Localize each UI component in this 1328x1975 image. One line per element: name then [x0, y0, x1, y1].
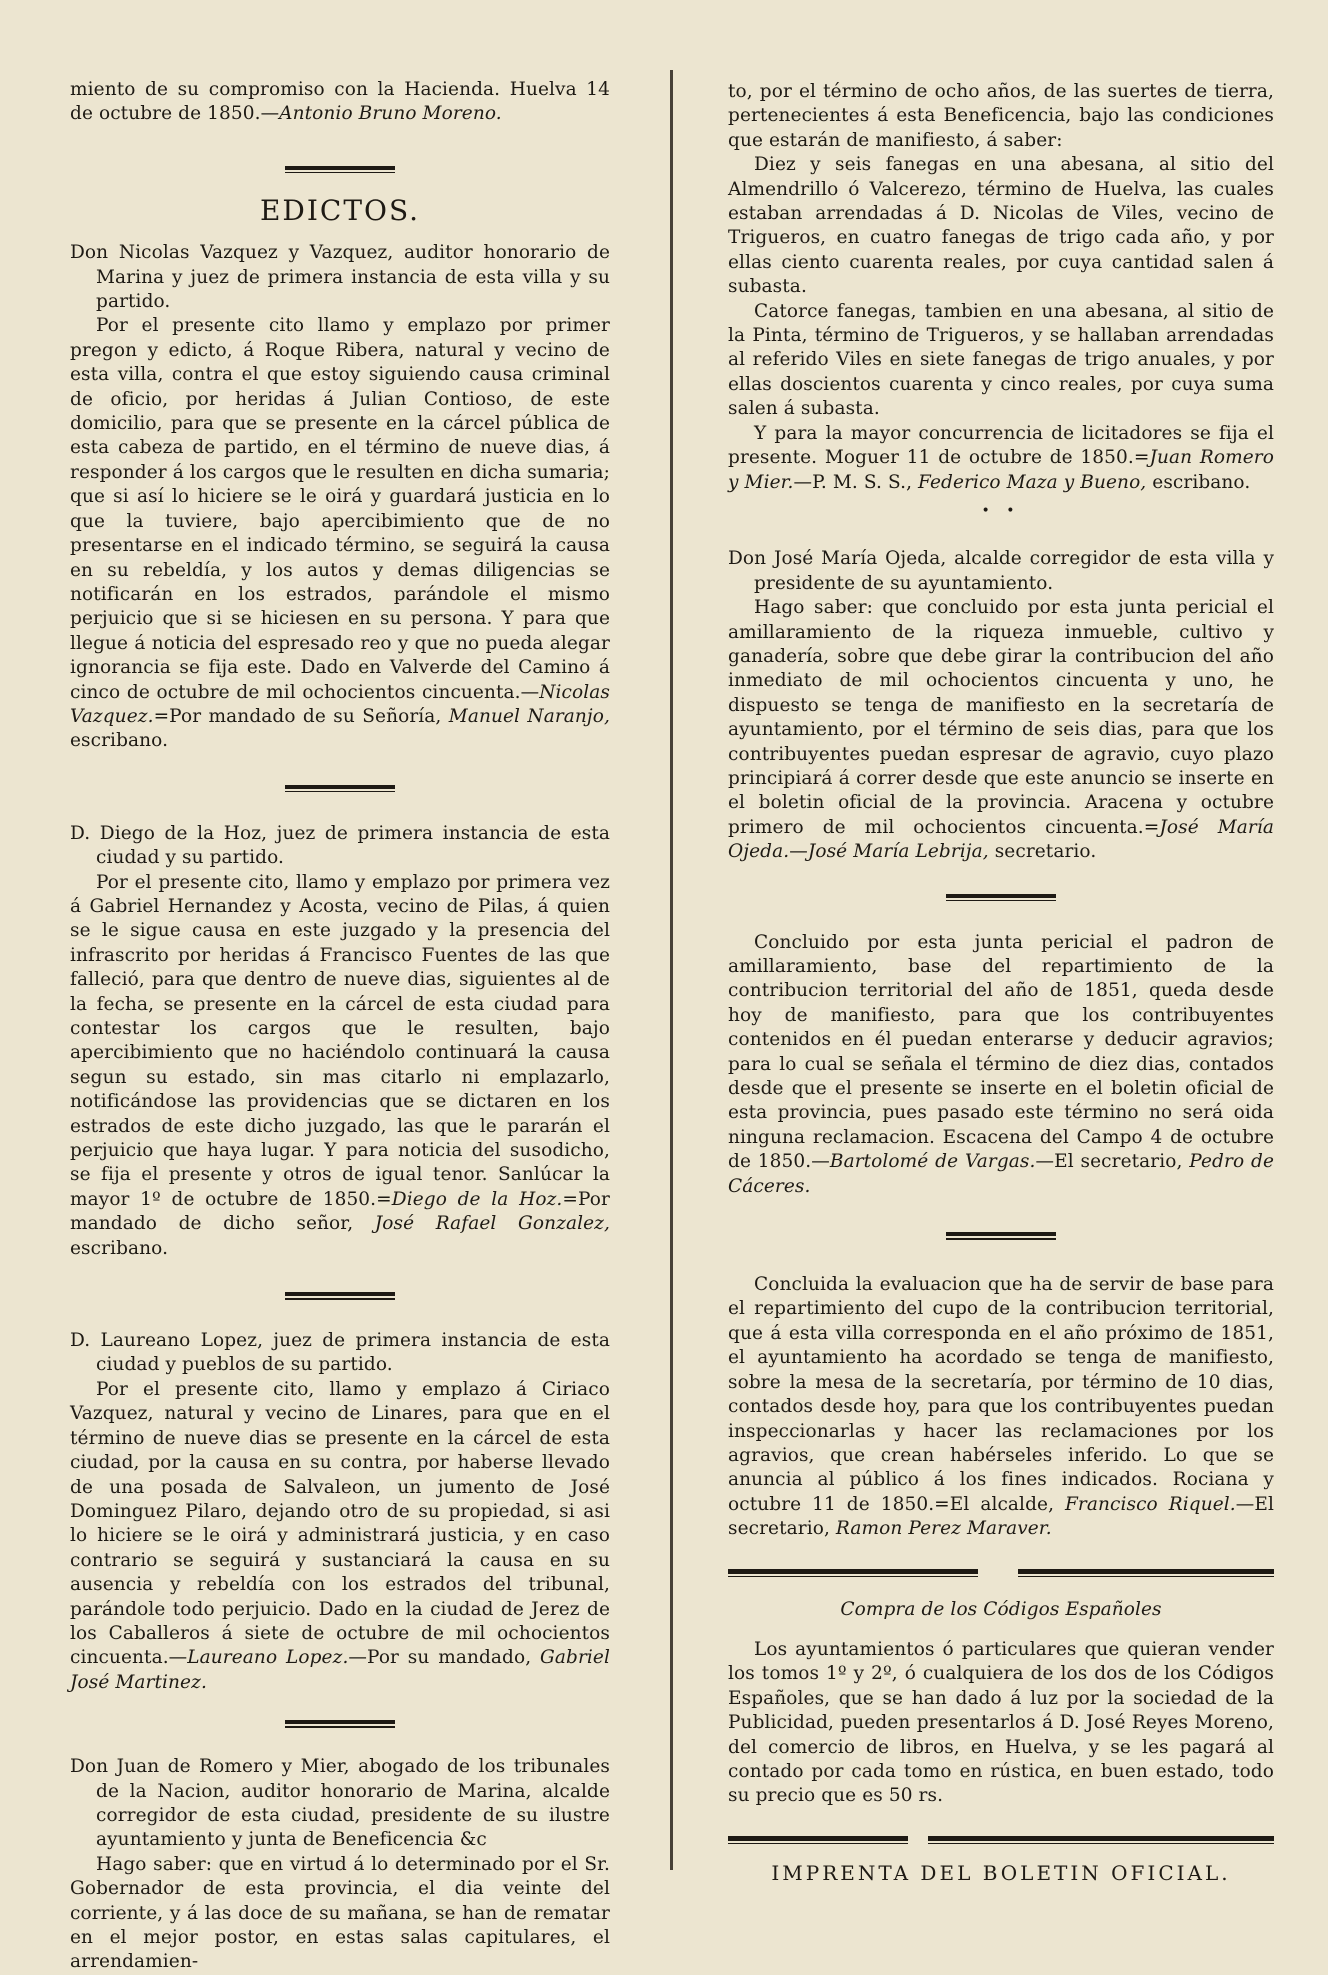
edict-4-item-2: Catorce fanegas, tambien en una abesana, al sitio de la Pinta, término de Trigueros, y se hallaban arrendadas al referido Viles en siete fanegas de trigo anuales, y por ellas doscientos cuarenta y cinco reales, por cuya suma salen á subasta. [728, 300, 1274, 420]
rule-ornament [285, 1717, 395, 1731]
left-column [70, 78, 610, 1975]
dot-ornament: • • [981, 502, 1021, 519]
edict-5-intro: Don José María Ojeda, alcalde corregidor de esta villa y presidente de su ayuntamiento. [728, 548, 1274, 594]
rule-ornament [285, 1289, 395, 1303]
codes-title: Compra de los Códigos Españoles [840, 1598, 1162, 1620]
edict-2-intro: D. Diego de la Hoz, juez de primera instancia de esta ciudad y su partido. [70, 822, 610, 869]
notice-2-body: Concluida la evaluacion que ha de servir de base para el repartimiento del cupo de la contribucion territorial, que á esta villa corresponda en el año próximo de 1851, el ayuntamiento ha acordado se tenga de manifiesto, sobre la mesa de la secretaría, por término de 10 dias, contados desde hoy, para que los contribuyentes puedan inspeccionarlas y hacer las reclamaciones por los agravios, que crean habérseles inferido. Lo que se anuncia al público á los fines indicados. Rociana y octubre 11 de 1850.=El alcalde, Francisco Riquel.—El secretario, Ramon Perez Maraver. [728, 1274, 1274, 1540]
edict-3-intro: D. Laureano Lopez, juez de primera instancia de esta ciudad y pueblos de su partido. [70, 1330, 610, 1376]
edictos-heading: EDICTOS. [259, 193, 421, 227]
edict-4-continuation: to, por el término de ocho años, de las suertes de tierra, pertenecientes á esta Beneficencia, bajo las condiciones que estarán de manifiesto, á saber: [728, 81, 1274, 151]
right-column [728, 80, 1274, 1885]
opening-signature: Antonio Bruno Moreno. [279, 103, 502, 125]
double-rule-ornament [728, 1568, 1274, 1580]
edict-4-intro: Don Juan de Romero y Mier, abogado de los tribunales de la Nacion, auditor honorario de Marina, alcalde corregidor de esta ciudad, presidente de su ilustre ayuntamiento y junta de Beneficencia &c [70, 1756, 610, 1851]
notice-1-body: Concluido por esta junta pericial el padron de amillaramiento, base del repartimiento de la contribucion territorial del año de 1851, queda desde hoy de manifiesto, para que los contribuyentes contenidos en él puedan enterarse y deducir agravios; para lo cual se señala el término de diez dias, contados desde que el presente se inserte en el boletin oficial de esta provincia, pues pasado este término no será oida ninguna reclamacion. Escacena del Campo 4 de octubre de 1850.—Bartolomé de Vargas.—El secretario, Pedro de Cáceres. [728, 931, 1274, 1197]
edict-4-body: Hago saber: que en virtud á lo determinado por el Sr. Gobernador de esta provincia, el dia veinte del corriente, y á las doce de su mañana, se han de rematar en el mejor postor, en estas salas capitulares, el arrendamien- [70, 1853, 610, 1973]
rule-ornament [285, 782, 395, 796]
rule-ornament [285, 163, 395, 177]
edict-2-body: Por el presente cito, llamo y emplazo por primera vez á Gabriel Hernandez y Acosta, vecino de Pilas, á quien se le sigue causa en este juzgado y la presencia del infrascrito por heridas á Francisco Fuentes de las que falleció, para que dentro de nueve dias, siguientes al de la fecha, se presente en la cárcel de esta ciudad para contestar los cargos que le resulten, bajo apercibimiento que no haciéndolo continuará la causa segun su estado, sin mas citarlo ni emplazarlo, notificándose las providencias que se dictaren en los estrados de este dicho juzgado, las que le pararán el perjuicio que haya lugar. Y para noticia del susodicho, se fija el presente y otros de igual tenor. Sanlúcar la mayor 1º de octubre de 1850.=Diego de la Hoz.=Por mandado de dicho señor, José Rafael Gonzalez, escribano. [70, 871, 610, 1259]
rule-ornament [946, 1229, 1056, 1243]
codes-body: Los ayuntamientos ó particulares que quieran vender los tomos 1º y 2º, ó cualquiera de los dos de los Códigos Españoles, que se han dado á luz por la sociedad de la Publicidad, pueden presentarlos á D. José Reyes Moreno, del comercio de libros, en Huelva, y se les pagará al contado por cada tomo en rústica, en buen estado, todo su precio que es 50 rs. [728, 1638, 1274, 1807]
edict-3-body: Por el presente cito, llamo y emplazo á Ciriaco Vazquez, natural y vecino de Linares, para que en el término de nueve dias se presente en la cárcel de esta ciudad, por la causa en su contra, por haberse llevado de una posada de Salvaleon, un jumento de José Dominguez Pilaro, dejando otro de su propiedad, si asi lo hiciere se le oirá y administrará justicia, y en caso contrario se seguirá y sustanciará la causa en su ausencia y rebeldía con los estrados del tribunal, parándole todo perjuicio. Dado en la ciudad de Jerez de los Caballeros á siete de octubre de mil ochocientos cincuenta.—Laureano Lopez.—Por su mandado, Gabriel José Martinez. [70, 1378, 610, 1693]
edict-4-closing: Y para la mayor concurrencia de licitadores se fija el presente. Moguer 11 de octubre de 1850.=Juan Romero y Mier.—P. M. S. S., Federico Maza y Bueno, escribano. [728, 422, 1274, 493]
edict-1-intro: Don Nicolas Vazquez y Vazquez, auditor honorario de Marina y juez de primera instancia de esta villa y su partido. [70, 242, 610, 313]
rule-ornament [946, 891, 1056, 905]
edict-4-item-1: Diez y seis fanegas en una abesana, al sitio del Almendrillo ó Valcerezo, término de Huelva, las cuales estaban arrendadas á D. Nicolas de Viles, vecino de Trigueros, en cuatro fanegas de trigo cada año, y por ellas ciento cuarenta reales, por cuya cantidad salen á subasta. [728, 154, 1274, 298]
column-divider [670, 70, 673, 1870]
edict-1-body: Por el presente cito llamo y emplazo por primer pregon y edicto, á Roque Ribera, natural y vecino de esta villa, contra el que estoy siguiendo causa criminal de oficio, por heridas á Julian Contioso, de este domicilio, para que se presente en la cárcel pública de esta cabeza de partido, en el término de nueve dias, á responder á los cargos que le resulten en dicha sumaria; que si así lo hiciere se le oirá y guardará justicia en lo que la tuviere, bajo apercibimiento que de no presentarse en el indicado término, se seguirá la causa en su rebeldía, y los autos y demas diligencias se notificarán en los estrados, parándole el mismo perjuicio que si se hiciesen en su persona. Y para que llegue á noticia del espresado reo y que no pueda alegar ignorancia se fija este. Dado en Valverde del Camino á cinco de octubre de mil ochocientos cincuenta.—Nicolas Vazquez.=Por mandado de su Señoría, Manuel Naranjo, escribano. [70, 315, 610, 752]
opening-paragraph: miento de su compromiso con la Hacienda. Huelva 14 de octubre de 1850.—Antonio Bruno Moreno. [70, 79, 610, 125]
footer-rule [728, 1835, 1274, 1847]
printer-footer: IMPRENTA DEL BOLETIN OFICIAL. [771, 1860, 1231, 1885]
edict-5-body: Hago saber: que concluido por esta junta pericial el amillaramiento de la riqueza inmueble, cultivo y ganadería, sobre que debe girar la contribucion del año inmediato de mil ochocientos cincuenta y uno, he dispuesto se tenga de manifiesto en la secretaría de ayuntamiento, por el término de seis dias, para que los contribuyentes puedan espresar de agravio, cuyo plazo principiará á correr desde que este anuncio se inserte en el boletin oficial de la provincia. Aracena y octubre primero de mil ochocientos cincuenta.=José María Ojeda.—José María Lebrija, secretario. [728, 597, 1275, 863]
